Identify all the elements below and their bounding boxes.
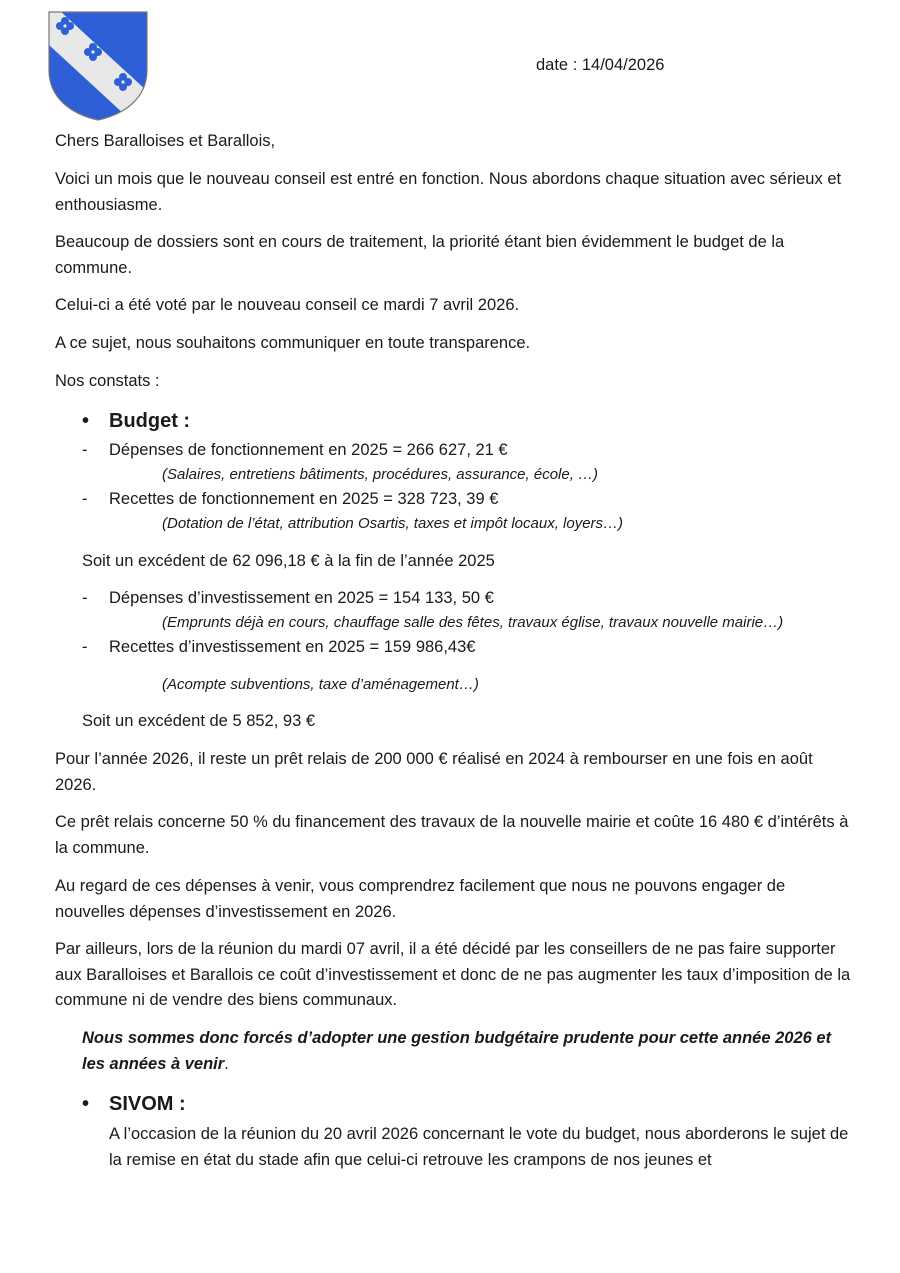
budget-note: (Acompte subventions, taxe d’aménagement…) — [162, 676, 479, 693]
paragraph-transparency: A ce sujet, nous souhaitons communiquer en toute transparence. — [55, 334, 531, 352]
budget-item-text: Recettes de fonctionnement en 2025 = 328 723, 39 € — [109, 490, 499, 508]
emphasis-paragraph — [82, 1026, 852, 1077]
paragraph-intro: Voici un mois que le nouveau conseil est entré en fonction. Nous abordons chaque situation avec sérieux et enthousiasme. — [55, 170, 842, 214]
budget-heading — [82, 410, 190, 433]
emphasis-text: Nous sommes donc forcés d’adopter une gestion budgétaire prudente pour cette année 2026 et les années à venir — [82, 1029, 832, 1073]
budget-title: Budget : — [109, 410, 191, 432]
budget-note: (Emprunts déjà en cours, chauffage salle des fêtes, travaux église, travaux nouvelle mairie…) — [162, 614, 784, 631]
emphasis-end: . — [224, 1054, 229, 1073]
greeting: Chers Baralloises et Barallois, — [55, 132, 276, 150]
dash-icon: - — [82, 441, 88, 459]
budget-item-text: Dépenses d’investissement en 2025 = 154 133, 50 € — [109, 589, 494, 607]
sivom-title: SIVOM : — [109, 1093, 186, 1115]
budget-note: (Salaires, entretiens bâtiments, procédures, assurance, école, …) — [162, 466, 599, 483]
budget-surplus-fonctionnement: Soit un excédent de 62 096,18 € à la fin de l’année 2025 — [82, 552, 495, 570]
budget-item-recettes-investissement — [82, 638, 475, 657]
paragraph-decision: Par ailleurs, lors de la réunion du mardi 07 avril, il a été décidé par les conseillers de ne pas faire supporter aux Baralloises et Barallois ce coût d’investissement et donc de ne pas augmenter les taux d’imposition de la commune ni de vendre des biens communaux. — [55, 940, 851, 1009]
budget-item-text: Dépenses de fonctionnement en 2025 = 266 627, 21 € — [109, 441, 508, 459]
dash-icon: - — [82, 638, 88, 656]
paragraph-vote: Celui-ci a été voté par le nouveau conseil ce mardi 7 avril 2026. — [55, 296, 520, 314]
dash-icon: - — [82, 490, 88, 508]
sivom-text: A l’occasion de la réunion du 20 avril 2026 concernant le vote du budget, nous aborderons le sujet de la remise en état du stade afin que celui-ci retrouve les crampons de nos jeunes et — [109, 1125, 849, 1169]
budget-item-recettes-fonctionnement — [82, 490, 498, 509]
paragraph-dossiers: Beaucoup de dossiers sont en cours de traitement, la priorité étant bien évidemment le budget de la commune. — [55, 233, 785, 277]
sivom-heading — [82, 1093, 186, 1116]
bullet-dot-icon: • — [82, 410, 90, 432]
paragraph-interets: Ce prêt relais concerne 50 % du financement des travaux de la nouvelle mairie et coûte 16 480 € d’intérêts à la commune. — [55, 813, 849, 857]
budget-item-text: Recettes d’investissement en 2025 = 159 986,43€ — [109, 638, 476, 656]
budget-surplus-investissement: Soit un excédent de 5 852, 93 € — [82, 712, 316, 730]
letter-date: date : 14/04/2026 — [536, 56, 665, 74]
dash-icon: - — [82, 589, 88, 607]
budget-item-depenses-fonctionnement — [82, 441, 508, 460]
commune-crest-logo — [47, 10, 149, 122]
budget-note: (Dotation de l’état, attribution Osartis, taxes et impôt locaux, loyers…) — [162, 515, 624, 532]
paragraph-pret-relais: Pour l’année 2026, il reste un prêt relais de 200 000 € réalisé en 2024 à rembourser en une fois en août 2026. — [55, 750, 813, 794]
paragraph-depenses-a-venir: Au regard de ces dépenses à venir, vous comprendrez facilement que nous ne pouvons engager de nouvelles dépenses d’investissement en 2026. — [55, 877, 786, 921]
budget-item-depenses-investissement — [82, 589, 494, 608]
bullet-dot-icon: • — [82, 1093, 90, 1115]
paragraph-constats: Nos constats : — [55, 372, 160, 390]
